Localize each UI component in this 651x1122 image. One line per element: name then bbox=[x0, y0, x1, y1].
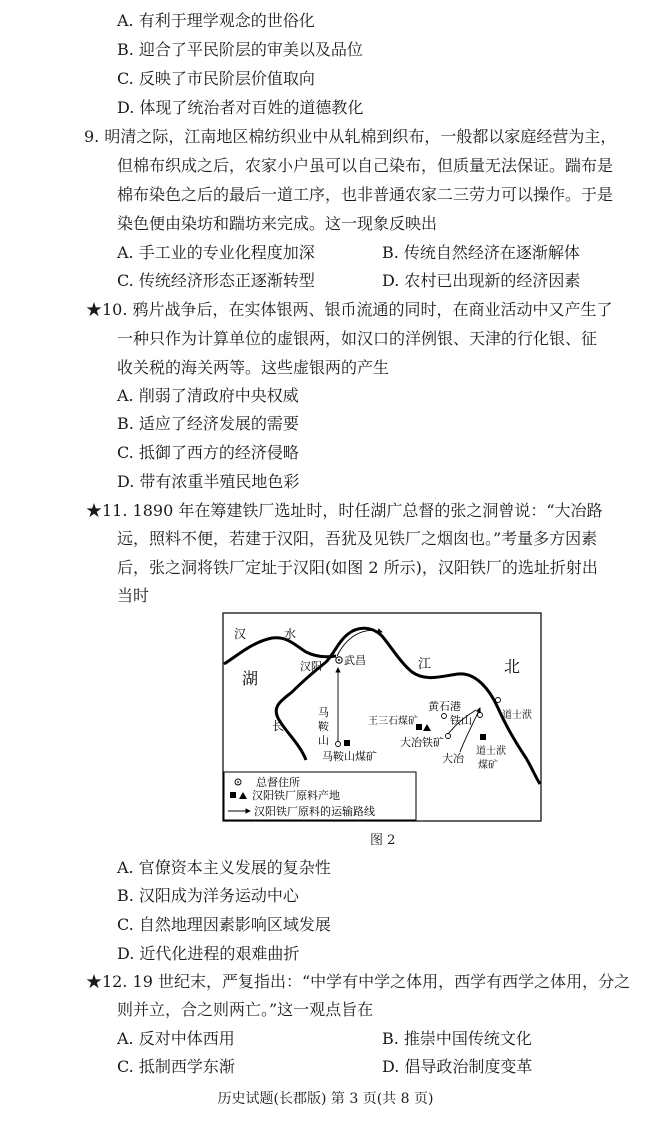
q12-option-a: A. 反对中体西用 bbox=[117, 1029, 235, 1048]
q10-option-b: B. 适应了经济发展的需要 bbox=[117, 414, 299, 433]
map-label-han: 汉 bbox=[234, 627, 247, 641]
map-label-wuchang: 武昌 bbox=[344, 654, 366, 667]
q8-option-c: C. 反映了市民阶层价值取向 bbox=[117, 69, 315, 88]
legend-residence-label: 总督住所 bbox=[256, 776, 300, 789]
q9-option-d: D. 农村已出现新的经济因素 bbox=[382, 271, 581, 290]
q10-stem-line3: 收关税的海关两等。这些虚银两的产生 bbox=[117, 358, 390, 377]
map-label-chang: 长 bbox=[272, 719, 285, 733]
map-label-meikuang: 煤矿 bbox=[478, 760, 498, 771]
legend-coal-square-icon bbox=[230, 792, 236, 798]
legend-route-label: 汉阳铁厂原料的运输路线 bbox=[254, 805, 375, 818]
q11-stem-line2: 远，照料不便，若建于汉阳，吾犹及见铁厂之烟囱也。”考量多方因素 bbox=[117, 529, 598, 548]
tieshan-icon bbox=[478, 713, 483, 718]
map-label-hu: 湖 bbox=[242, 669, 259, 688]
huangshigang-icon bbox=[442, 714, 447, 719]
q12-option-c: C. 抵制西学东渐 bbox=[117, 1057, 235, 1076]
map-label-bei: 北 bbox=[504, 657, 521, 676]
map-label-daye-tiekuang: 大冶铁矿 bbox=[400, 736, 444, 749]
daoshi-town-icon bbox=[496, 698, 501, 703]
q9-stem-line3: 棉布染色之后的最后一道工序，也非普通农家二三劳力可以操作。于是 bbox=[117, 185, 614, 204]
q11-option-c: C. 自然地理因素影响区域发展 bbox=[117, 915, 331, 934]
map-label-maan2: 鞍 bbox=[318, 720, 329, 733]
q11-option-b: B. 汉阳成为洋务运动中心 bbox=[117, 886, 299, 905]
q11-stem-line1: ★11. 1890 年在筹建铁厂选址时，时任湖广总督的张之洞曾说：“大冶路 bbox=[86, 501, 603, 520]
q10-option-c: C. 抵御了西方的经济侵略 bbox=[117, 443, 299, 462]
q12-stem-line1: ★12. 19 世纪末，严复指出：“中学有中学之体用，西学有西学之体用，分之 bbox=[86, 972, 631, 991]
q9-option-c: C. 传统经济形态正逐渐转型 bbox=[117, 271, 315, 290]
q12-stem-line2: 则并立，合之则两亡。”这一观点旨在 bbox=[117, 1000, 374, 1019]
q8-option-a: A. 有利于理学观念的世俗化 bbox=[117, 11, 315, 30]
daye-town-icon bbox=[446, 734, 451, 739]
maanshan-town-icon bbox=[336, 742, 341, 747]
q9-option-b: B. 传统自然经济在逐渐解体 bbox=[382, 243, 580, 262]
q10-option-a: A. 削弱了清政府中央权威 bbox=[117, 386, 299, 405]
q9-stem-line4: 染色便由染坊和踹坊来完成。这一现象反映出 bbox=[117, 214, 438, 233]
q10-option-d: D. 带有浓重半殖民地色彩 bbox=[117, 472, 300, 491]
q9-stem-line2: 但棉布织成之后，农家小户虽可以自己染布，但质量无法保证。踹布是 bbox=[117, 156, 614, 175]
q11-stem-line4: 当时 bbox=[117, 586, 150, 605]
q9-option-a: A. 手工业的专业化程度加深 bbox=[117, 243, 315, 262]
map-label-daye: 大冶 bbox=[442, 752, 464, 765]
q8-option-b: B. 迎合了平民阶层的审美以及品位 bbox=[117, 40, 363, 59]
map-label-tieshan: 铁山 bbox=[450, 714, 472, 727]
map-label-hanyang: 汉阳 bbox=[300, 660, 322, 673]
q10-stem-line1: ★10. 鸦片战争后，在实体银两、银币流通的同时，在商业活动中又产生了 bbox=[86, 300, 613, 319]
map-label-daoshi2: 道士洑 bbox=[476, 746, 506, 757]
hanyang-iron-works-map bbox=[222, 612, 542, 822]
q11-option-a: A. 官僚资本主义发展的复杂性 bbox=[117, 858, 331, 877]
q8-option-d: D. 体现了统治者对百姓的道德教化 bbox=[117, 98, 364, 117]
map-label-maan1: 马 bbox=[318, 706, 329, 719]
map-label-maan3: 山 bbox=[318, 734, 329, 747]
q9-stem-line1: 9. 明清之际，江南地区棉纺织业中从轧棉到织布，一般都以家庭经营为主， bbox=[84, 127, 617, 146]
page-footer: 历史试题(长郡版) 第 3 页(共 8 页) bbox=[217, 1091, 434, 1107]
legend-residence-dot-icon bbox=[237, 781, 239, 783]
q12-option-b: B. 推崇中国传统文化 bbox=[382, 1029, 532, 1048]
q11-option-d: D. 近代化进程的艰难曲折 bbox=[117, 944, 300, 963]
daoshi-coal-square-icon bbox=[480, 734, 486, 740]
figure-caption: 图 2 bbox=[370, 833, 396, 848]
legend-material-label: 汉阳铁厂原料产地 bbox=[252, 789, 340, 802]
map-label-daoshi1: 道士洑 bbox=[502, 710, 532, 721]
q12-option-d: D. 倡导政治制度变革 bbox=[382, 1057, 533, 1076]
q10-stem-line2: 一种只作为计算单位的虚银两，如汉口的洋例银、天津的行化银、征 bbox=[117, 329, 598, 348]
q11-stem-line3: 后，张之洞将铁厂定址于汉阳(如图 2 所示)，汉阳铁厂的选址折射出 bbox=[117, 558, 598, 577]
wuchang-marker-dot-icon bbox=[338, 659, 340, 661]
map-label-jiang: 江 bbox=[418, 657, 432, 672]
maanshan-coal-square-icon bbox=[344, 740, 350, 746]
map-label-shui: 水 bbox=[284, 627, 297, 641]
map-label-wangsanshi: 王三石煤矿 bbox=[368, 716, 418, 727]
map-label-huangshigang: 黄石港 bbox=[428, 700, 461, 713]
map-label-maanshan-meikuang: 马鞍山煤矿 bbox=[322, 750, 377, 763]
